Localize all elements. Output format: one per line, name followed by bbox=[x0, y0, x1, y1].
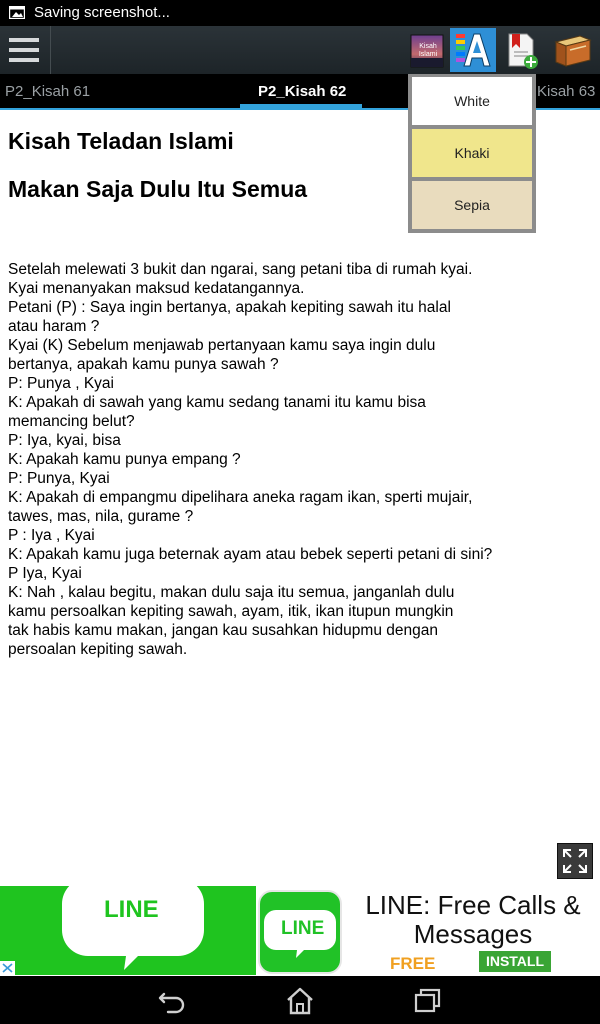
add-bookmark-button[interactable] bbox=[498, 28, 544, 72]
ad-price: FREE bbox=[390, 954, 436, 973]
menu-item-sepia[interactable]: Sepia bbox=[412, 181, 532, 229]
article-line: tak habis kamu makan, jangan kau susahkan hidupmu dengan bbox=[8, 622, 438, 639]
tab-kisah-63[interactable]: Kisah 63 bbox=[537, 83, 596, 100]
ad-title-line-2: Messages bbox=[413, 919, 533, 949]
ad-close-icon bbox=[0, 961, 15, 975]
status-bar bbox=[0, 0, 600, 26]
article-line: P: Punya, Kyai bbox=[8, 470, 110, 487]
article-line: Setelah melewati 3 bukit dan ngarai, sang petani tiba di rumah kyai. bbox=[8, 261, 473, 278]
library-button[interactable] bbox=[550, 28, 596, 72]
ad-banner[interactable] bbox=[0, 886, 600, 975]
text-color-button[interactable] bbox=[450, 28, 496, 72]
status-notification-text: Saving screenshot... bbox=[34, 4, 170, 21]
article-line: tawes, mas, nila, gurame ? bbox=[8, 508, 194, 525]
app-thumbnail-text: Kisah Islami bbox=[418, 43, 438, 58]
book-library-icon bbox=[550, 28, 596, 72]
article-line: P: Punya , Kyai bbox=[8, 375, 114, 392]
fullscreen-expand-icon bbox=[558, 844, 592, 878]
background-color-menu bbox=[408, 74, 536, 233]
article-line: atau haram ? bbox=[8, 318, 100, 335]
text-color-icon bbox=[450, 28, 496, 72]
fullscreen-button[interactable] bbox=[557, 843, 593, 879]
article-line: K: Apakah di sawah yang kamu sedang tanami itu kamu bisa bbox=[8, 394, 426, 411]
article-line: Kyai menanyakan maksud kedatangannya. bbox=[8, 280, 305, 297]
app-thumbnail-button[interactable] bbox=[404, 28, 450, 72]
ad-icon-text: LINE bbox=[281, 918, 325, 939]
menu-item-white[interactable]: White bbox=[412, 77, 532, 125]
ad-title-line-1: LINE: Free Calls & bbox=[365, 890, 581, 920]
action-bar bbox=[0, 26, 600, 74]
article-line: memancing belut? bbox=[8, 413, 135, 430]
ad-close-button[interactable] bbox=[0, 961, 15, 975]
article-subtitle: Makan Saja Dulu Itu Semua bbox=[8, 176, 308, 202]
article-line: P : Iya , Kyai bbox=[8, 527, 95, 544]
menu-item-khaki[interactable]: Khaki bbox=[412, 129, 532, 177]
article-line: Kyai (K) Sebelum menjawab pertanyaan kamu saya ingin dulu bbox=[8, 337, 436, 354]
navigation-bar bbox=[0, 976, 600, 1024]
tab-p2-kisah-61[interactable]: P2_Kisah 61 bbox=[5, 83, 91, 100]
article-line: P: Iya, kyai, bisa bbox=[8, 432, 121, 449]
article-line: bertanya, apakah kamu punya sawah ? bbox=[8, 356, 279, 373]
article-line: K: Apakah di empangmu dipelihara aneka ragam ikan, sperti mujair, bbox=[8, 489, 473, 506]
add-bookmark-icon bbox=[498, 28, 544, 72]
screenshot-image-icon bbox=[9, 6, 25, 23]
menu-button[interactable] bbox=[0, 26, 51, 74]
article-line: persoalan kepiting sawah. bbox=[8, 641, 188, 658]
line-app-icon bbox=[258, 890, 342, 974]
ad-brand-panel bbox=[0, 886, 256, 975]
home-icon[interactable] bbox=[280, 984, 320, 1018]
article-body bbox=[8, 260, 492, 659]
back-icon[interactable] bbox=[152, 984, 192, 1018]
article-line: P Iya, Kyai bbox=[8, 565, 82, 582]
ad-left-logo-text: LINE bbox=[104, 896, 159, 923]
tab-p2-kisah-62[interactable]: P2_Kisah 62 bbox=[258, 83, 347, 100]
ad-install-button[interactable]: INSTALL bbox=[479, 951, 551, 972]
article-line: kamu persoalkan kepiting sawah, ayam, itik, ikan itupun mungkin bbox=[8, 603, 454, 620]
article-title: Kisah Teladan Islami bbox=[8, 128, 234, 154]
article-line: K: Nah , kalau begitu, makan dulu saja itu semua, janganlah dulu bbox=[8, 584, 455, 601]
recent-apps-icon[interactable] bbox=[408, 984, 448, 1018]
article-line: K: Apakah kamu punya empang ? bbox=[8, 451, 241, 468]
article-line: K: Apakah kamu juga beternak ayam atau bebek seperti petani di sini? bbox=[8, 546, 493, 563]
article-line: Petani (P) : Saya ingin bertanya, apakah kepiting sawah itu halal bbox=[8, 299, 451, 316]
ad-title bbox=[350, 891, 596, 949]
